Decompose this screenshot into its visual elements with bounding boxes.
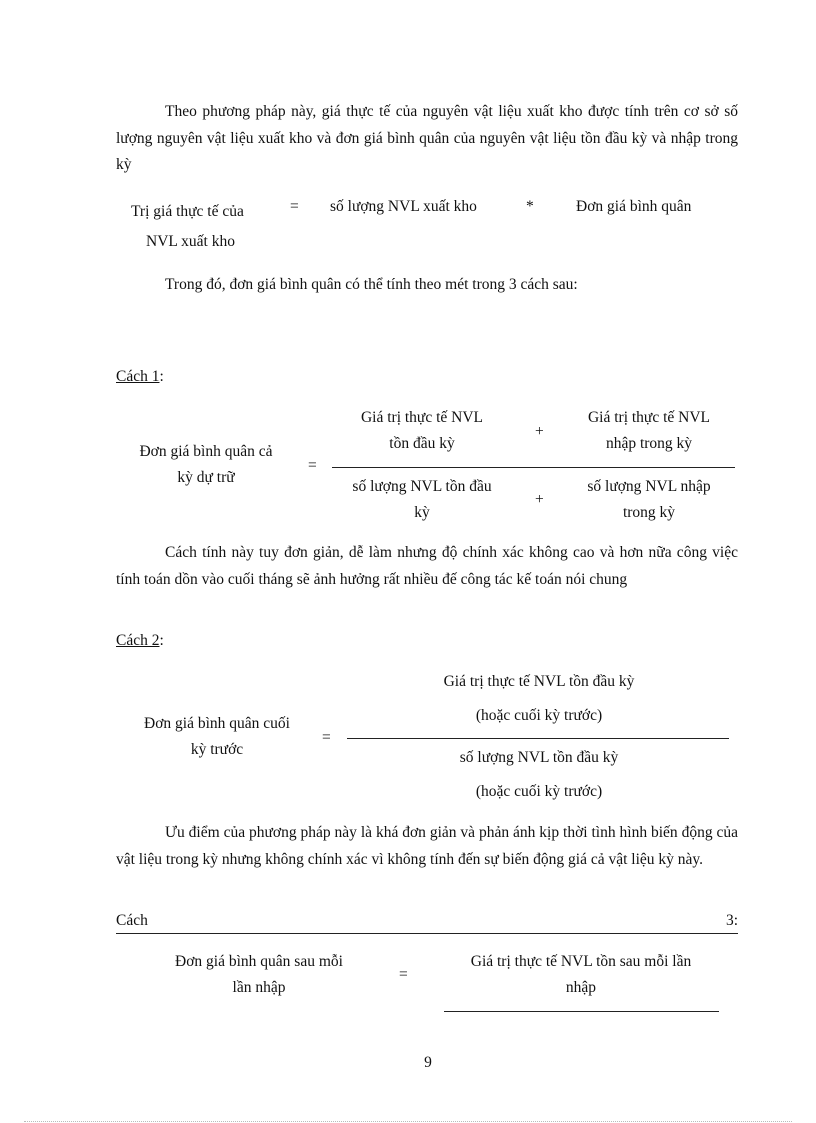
method3-fraction-bar: [444, 1011, 719, 1012]
method1-heading-wrap: [116, 367, 164, 387]
formula-main-term1: số lượng NVL xuất kho: [330, 198, 477, 215]
method3-lhs-line1: Đơn giá bình quân sau mỗi: [175, 953, 343, 970]
method1-heading: Cách 1: [116, 368, 160, 385]
method1-num-right-line2: nhập trong kỳ: [605, 435, 693, 452]
method1-fraction-bar: [332, 467, 735, 468]
method2-equals: =: [322, 729, 331, 746]
method1-den-left-line2: kỳ: [414, 504, 430, 521]
method1-num-plus: +: [535, 423, 544, 440]
method3-heading: [116, 911, 738, 934]
method2-fraction-bar: [347, 738, 729, 739]
method1-lhs-line1: Đơn giá bình quân cả: [139, 443, 273, 460]
method2-num-line2: (hoặc cuối kỳ trước): [475, 707, 603, 724]
method2-comment: Ưu điểm của phương pháp này là khá đơn giản và phản ánh kịp thời tình hình biến động của vật liệu trong kỳ nhưng không chính xác vì không tính đến sự biến động giá cả vật liệu kỳ này.: [116, 824, 738, 868]
method3-equals: =: [399, 966, 408, 983]
method1-den-right-line2: trong kỳ: [622, 504, 676, 521]
formula-main-lhs-line1: Trị giá thực tế của: [131, 203, 244, 220]
method1-den-right-line1: số lượng NVL nhập: [587, 478, 711, 495]
method1-num-left-line2: tồn đầu kỳ: [389, 435, 455, 452]
method1-den-left-line1: số lượng NVL tồn đầu: [352, 478, 492, 495]
method2-num-line1: Giá trị thực tế NVL tồn đầu kỳ: [443, 673, 635, 690]
intro-paragraph: Theo phương pháp này, giá thực tế của nguyên vật liệu xuất kho được tính trên cơ sở số lượng nguyên vật liệu xuất kho và đơn giá bình quân của nguyên vật liệu tồn đầu kỳ và nhập trong kỳ: [116, 103, 738, 173]
method1-equals: =: [308, 457, 317, 474]
method1-lhs-line2: kỳ dự trữ: [177, 469, 235, 486]
method1-num-right-line1: Giá trị thực tế NVL: [587, 409, 711, 426]
method1-num-left-line1: Giá trị thực tế NVL: [360, 409, 484, 426]
method3-num-line1: Giá trị thực tế NVL tồn sau mỗi lần: [470, 953, 692, 970]
formula-main-term2: Đơn giá bình quân: [576, 198, 692, 215]
formula-main-lhs-line2: NVL xuất kho: [146, 233, 235, 250]
method2-heading: Cách 2: [116, 632, 160, 649]
method3-lhs-line2: lần nhập: [232, 979, 286, 996]
method1-den-plus: +: [535, 491, 544, 508]
methods-intro: Trong đó, đơn giá bình quân có thể tính theo mét trong 3 cách sau:: [165, 276, 578, 293]
method3-num-line2: nhập: [565, 979, 597, 996]
formula-main-times: *: [526, 198, 534, 215]
method2-lhs-line1: Đơn giá bình quân cuối: [144, 715, 290, 732]
formula-main-equals: =: [290, 198, 299, 215]
method2-den-line1: số lượng NVL tồn đầu kỳ: [459, 749, 619, 766]
page-bottom-divider: [24, 1121, 792, 1122]
method1-comment: Cách tính này tuy đơn giản, dễ làm nhưng độ chính xác không cao và hơn nữa công việc tính toán dồn vào cuối tháng sẽ ảnh hưởng rất nhiều đế công tác kế toán nói chung: [116, 544, 738, 588]
method2-heading-wrap: [116, 631, 164, 651]
method2-lhs-line2: kỳ trước: [190, 741, 244, 758]
page-number: 9: [424, 1054, 432, 1071]
method3-heading-left: Cách: [116, 912, 148, 929]
method2-colon: :: [159, 632, 164, 649]
method2-den-line2: (hoặc cuối kỳ trước): [475, 783, 603, 800]
method3-heading-right: 3:: [725, 912, 738, 929]
method1-colon: :: [159, 368, 164, 385]
